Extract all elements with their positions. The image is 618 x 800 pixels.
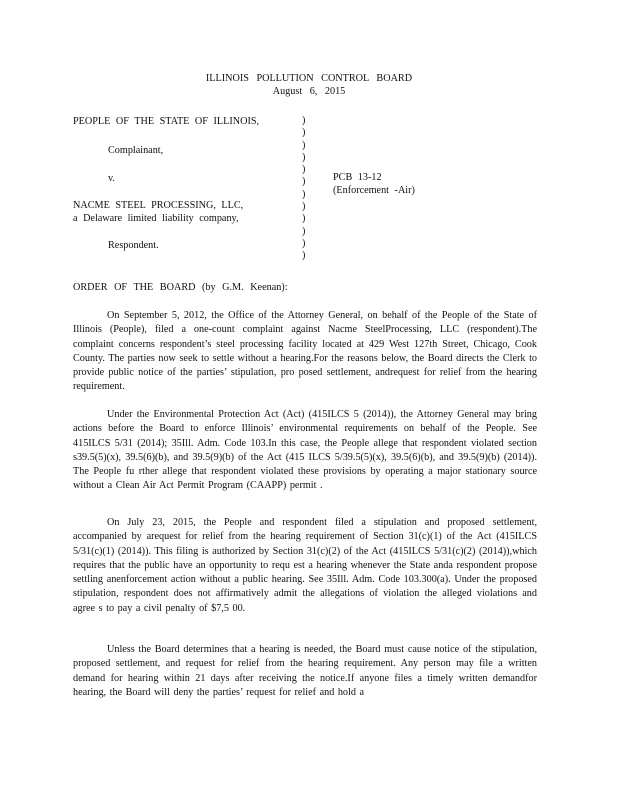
caption-paren: ) bbox=[302, 188, 306, 200]
caption-paren: ) bbox=[302, 237, 306, 249]
caption-paren: ) bbox=[302, 115, 306, 126]
case-type: (Enforcement -Air) bbox=[333, 185, 415, 196]
case-number: PCB 13-12 bbox=[333, 172, 382, 183]
board-name: ILLINOIS POLLUTION CONTROL BOARD bbox=[205, 73, 413, 84]
caption-paren: ) bbox=[302, 164, 306, 176]
paragraph-text: On July 23, 2015, the People and respondent filed a stipulation and proposed settlement, accompanied by arequest for relief from the hearing requirement of Section 31(c)(1) of the Act (415ILCS 5/31(c)(1) (2014)). This filing is authorized by Section 31(c)(2) of the Act (415ILCS 5/31(c)(2) (2014)),which requires that the public have an opportunity to requ est a hearing whenever the State anda respondent propose settling anenforcement action without a public hearing. See 35Ill. Adm. Code 103.300(a). Under the proposed stipulation, respondent does not affirmatively admit the allegations of violation the alleged violations and agree s to pay a civil penalty of $7,5 00. bbox=[73, 517, 537, 614]
plaintiff-role: Complainant, bbox=[108, 145, 164, 156]
caption-paren: ) bbox=[302, 127, 306, 139]
caption-paren: ) bbox=[302, 151, 306, 163]
defendant-role: Respondent. bbox=[108, 240, 159, 251]
caption-paren: ) bbox=[302, 176, 306, 188]
caption-paren: ) bbox=[302, 201, 306, 213]
caption-paren: ) bbox=[302, 139, 306, 151]
paragraph-3 bbox=[73, 516, 537, 616]
caption-paren: ) bbox=[302, 213, 306, 225]
paragraph-1 bbox=[73, 309, 537, 395]
order-date: August 6, 2015 bbox=[272, 86, 346, 97]
order-title: ORDER OF THE BOARD (by G.M. Keenan): bbox=[73, 282, 288, 293]
caption-paren: ) bbox=[302, 225, 306, 237]
paragraph-text: On September 5, 2012, the Office of the Attorney General, on behalf of the People of the State of Illinois (People), filed a one-count complaint against Nacme SteelProcessing, LLC (respondent).The complaint concerns respondent’s steel processing facility located at 429 West 127th Street, Chicago, Cook County. The parties now seek to settle without a hearing.For the reasons below, the Board directs the Clerk to provide public notice of the parties’ stipulation, pro posed settlement, andrequest for relief from the hearing requirement. bbox=[73, 310, 537, 393]
paragraph-2 bbox=[73, 408, 537, 494]
caption-paren: ) bbox=[302, 250, 306, 262]
versus-label: v. bbox=[108, 173, 115, 184]
paragraph-text: Under the Environmental Protection Act (Act) (415ILCS 5 (2014)), the Attorney General may bring actions before the Board to enforce Illinois’ environmental requirements on behalf of the People. See 415ILCS 5/31 (2014); 35Ill. Adm. Code 103.In this case, the People allege that respondent violated section s39.5(5)(x), 39.5(6)(b), and 39.5(9)(b) of the Act (415 ILCS 5/39.5(5)(x), 39.5(6)(b), and 39.5(9)(b) (2014)). The People fu rther allege that respondent violated these provisions by operating a major stationary source without a Clean Air Act Permit Program (CAAPP) permit . bbox=[73, 409, 537, 492]
defendant-name: NACME STEEL PROCESSING, LLC, bbox=[73, 200, 244, 211]
plaintiff-name: PEOPLE OF THE STATE OF ILLINOIS, bbox=[73, 116, 260, 127]
caption-bracket bbox=[302, 115, 305, 263]
paragraph-text: Unless the Board determines that a hearing is needed, the Board must cause notice of the stipulation, proposed settlement, and request for relief from the hearing requirement. Any person may file a written demand for hearing within 21 days after receiving the notice.If anyone files a timely written demandfor hearing, the Board will deny the parties’ request for relief and hold a bbox=[73, 644, 537, 698]
paragraph-4 bbox=[73, 643, 537, 700]
defendant-description: a Delaware limited liability company, bbox=[73, 213, 239, 224]
